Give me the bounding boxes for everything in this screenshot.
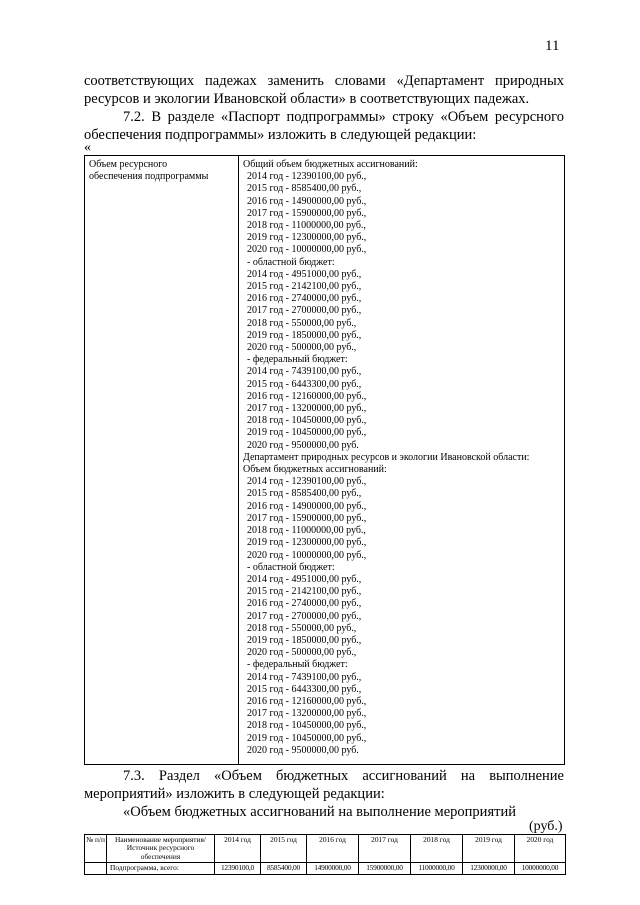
- passport-value-line: 2020 год - 500000,00 руб.,: [247, 342, 357, 354]
- passport-value-line: 2018 год - 10450000,00 руб.,: [247, 415, 367, 427]
- passport-resource-table: [84, 155, 565, 765]
- header-number: № п/п: [85, 835, 107, 863]
- page-number: 11: [545, 38, 560, 54]
- cell-2017: 15900000,00: [359, 863, 411, 874]
- passport-value-line: 2017 год - 13200000,00 руб.,: [247, 708, 367, 720]
- passport-value-line: 2019 год - 12300000,00 руб.,: [247, 232, 367, 244]
- passport-row-value: [243, 159, 563, 757]
- passport-value-line: 2018 год - 11000000,00 руб.,: [247, 525, 366, 537]
- passport-value-line: 2015 год - 6443300,00 руб.,: [247, 683, 362, 695]
- budget-table: [84, 834, 566, 875]
- passport-value-line: Общий объем бюджетных ассигнований:: [243, 159, 418, 170]
- header-name: Наименование мероприятия/Источник ресурсного обеспечения: [107, 835, 215, 863]
- table-row: [85, 863, 566, 874]
- passport-value-line: Департамент природных ресурсов и экологии Ивановской области:: [243, 451, 530, 463]
- passport-value-line: 2020 год - 9500000,00 руб.: [247, 439, 359, 451]
- passport-label-line: Объем ресурсного: [89, 159, 168, 170]
- passport-value-line: 2017 год - 15900000,00 руб.,: [247, 207, 367, 219]
- paragraph-3-line-1: 7.3. Раздел «Объем бюджетных ассигнований на выполнение: [123, 768, 564, 784]
- budget-table-header-row: [85, 835, 566, 863]
- passport-value-line: 2015 год - 8585400,00 руб.,: [247, 488, 362, 500]
- passport-column-divider: [238, 156, 239, 764]
- passport-value-line: 2016 год - 12160000,00 руб.,: [247, 695, 367, 707]
- passport-value-line: 2017 год - 15900000,00 руб.,: [247, 512, 367, 524]
- passport-value-line: 2018 год - 550000,00 руб.,: [247, 622, 357, 634]
- passport-value-line: 2017 год - 13200000,00 руб.,: [247, 403, 367, 415]
- passport-value-line: 2019 год - 1850000,00 руб.,: [247, 329, 362, 341]
- passport-value-line: 2016 год - 12160000,00 руб.,: [247, 390, 367, 402]
- passport-value-line: 2015 год - 2142100,00 руб.,: [247, 586, 362, 598]
- header-2018: 2018 год: [411, 835, 463, 863]
- passport-value-line: 2018 год - 10450000,00 руб.,: [247, 720, 367, 732]
- cell-number: [85, 863, 107, 874]
- passport-value-line: 2014 год - 4951000,00 руб.,: [247, 268, 362, 280]
- passport-value-line: - федеральный бюджет:: [247, 659, 348, 671]
- passport-value-line: - федеральный бюджет:: [247, 354, 348, 366]
- passport-value-line: 2019 год - 1850000,00 руб.,: [247, 634, 362, 646]
- passport-value-line: 2019 год - 12300000,00 руб.,: [247, 537, 367, 549]
- passport-value-line: 2016 год - 2740000,00 руб.,: [247, 293, 362, 305]
- cell-2019: 12300000,00: [463, 863, 515, 874]
- cell-2020: 10000000,00: [515, 863, 566, 874]
- passport-value-line: 2017 год - 2700000,00 руб.,: [247, 610, 362, 622]
- passport-value-line: - областной бюджет:: [247, 561, 335, 573]
- header-2016: 2016 год: [307, 835, 359, 863]
- paragraph-3-line-2: мероприятий» изложить в следующей редакции:: [84, 786, 385, 802]
- opening-quote: «: [84, 140, 91, 155]
- passport-value-line: 2014 год - 4951000,00 руб.,: [247, 573, 362, 585]
- passport-value-line: 2020 год - 9500000,00 руб.: [247, 744, 359, 756]
- passport-label-line: обеспечения подпрограммы: [89, 171, 209, 183]
- cell-2016: 14900000,00: [307, 863, 359, 874]
- paragraph-1-line-2: ресурсов и экологии Ивановской области» в соответствующих падежах.: [84, 91, 530, 107]
- header-2017: 2017 год: [359, 835, 411, 863]
- passport-value-line: 2015 год - 6443300,00 руб.,: [247, 378, 362, 390]
- cell-2014: 12390100,0: [215, 863, 261, 874]
- unit-label: (руб.): [529, 819, 563, 834]
- header-2014: 2014 год: [215, 835, 261, 863]
- passport-row-label: [89, 159, 234, 183]
- passport-value-line: 2014 год - 12390100,00 руб.,: [247, 171, 367, 183]
- paragraph-2-line-2: обеспечения подпрограммы» изложить в следующей редакции:: [84, 127, 477, 143]
- passport-value-line: 2016 год - 14900000,00 руб.,: [247, 500, 367, 512]
- passport-value-line: 2020 год - 10000000,00 руб.,: [247, 549, 367, 561]
- paragraph-4: «Объем бюджетных ассигнований на выполнение мероприятий: [123, 804, 516, 820]
- passport-value-line: 2020 год - 500000,00 руб.,: [247, 647, 357, 659]
- header-2019: 2019 год: [463, 835, 515, 863]
- passport-value-line: - областной бюджет:: [247, 256, 335, 268]
- passport-value-line: Объем бюджетных ассигнований:: [243, 464, 387, 476]
- header-2015: 2015 год: [261, 835, 307, 863]
- passport-value-line: 2015 год - 8585400,00 руб.,: [247, 183, 362, 195]
- passport-value-line: 2014 год - 7439100,00 руб.,: [247, 366, 362, 378]
- passport-value-line: 2016 год - 14900000,00 руб.,: [247, 195, 367, 207]
- passport-value-line: 2019 год - 10450000,00 руб.,: [247, 732, 367, 744]
- passport-value-line: 2016 год - 2740000,00 руб.,: [247, 598, 362, 610]
- cell-2018: 11000000,00: [411, 863, 463, 874]
- header-2020: 2020 год: [515, 835, 566, 863]
- passport-value-line: 2019 год - 10450000,00 руб.,: [247, 427, 367, 439]
- passport-value-line: 2014 год - 12390100,00 руб.,: [247, 476, 367, 488]
- passport-value-line: 2014 год - 7439100,00 руб.,: [247, 671, 362, 683]
- passport-value-line: 2017 год - 2700000,00 руб.,: [247, 305, 362, 317]
- paragraph-2-line-1: 7.2. В разделе «Паспорт подпрограммы» строку «Объем ресурсного: [123, 109, 564, 125]
- passport-value-line: 2018 год - 550000,00 руб.,: [247, 317, 357, 329]
- passport-value-line: 2018 год - 11000000,00 руб.,: [247, 220, 366, 232]
- passport-value-line: 2015 год - 2142100,00 руб.,: [247, 281, 362, 293]
- paragraph-1-line-1: соответствующих падежах заменить словами «Департамент природных: [84, 73, 564, 89]
- cell-2015: 8585400,00: [261, 863, 307, 874]
- passport-value-line: 2020 год - 10000000,00 руб.,: [247, 244, 367, 256]
- cell-name: Подпрограмма, всего:: [107, 863, 215, 874]
